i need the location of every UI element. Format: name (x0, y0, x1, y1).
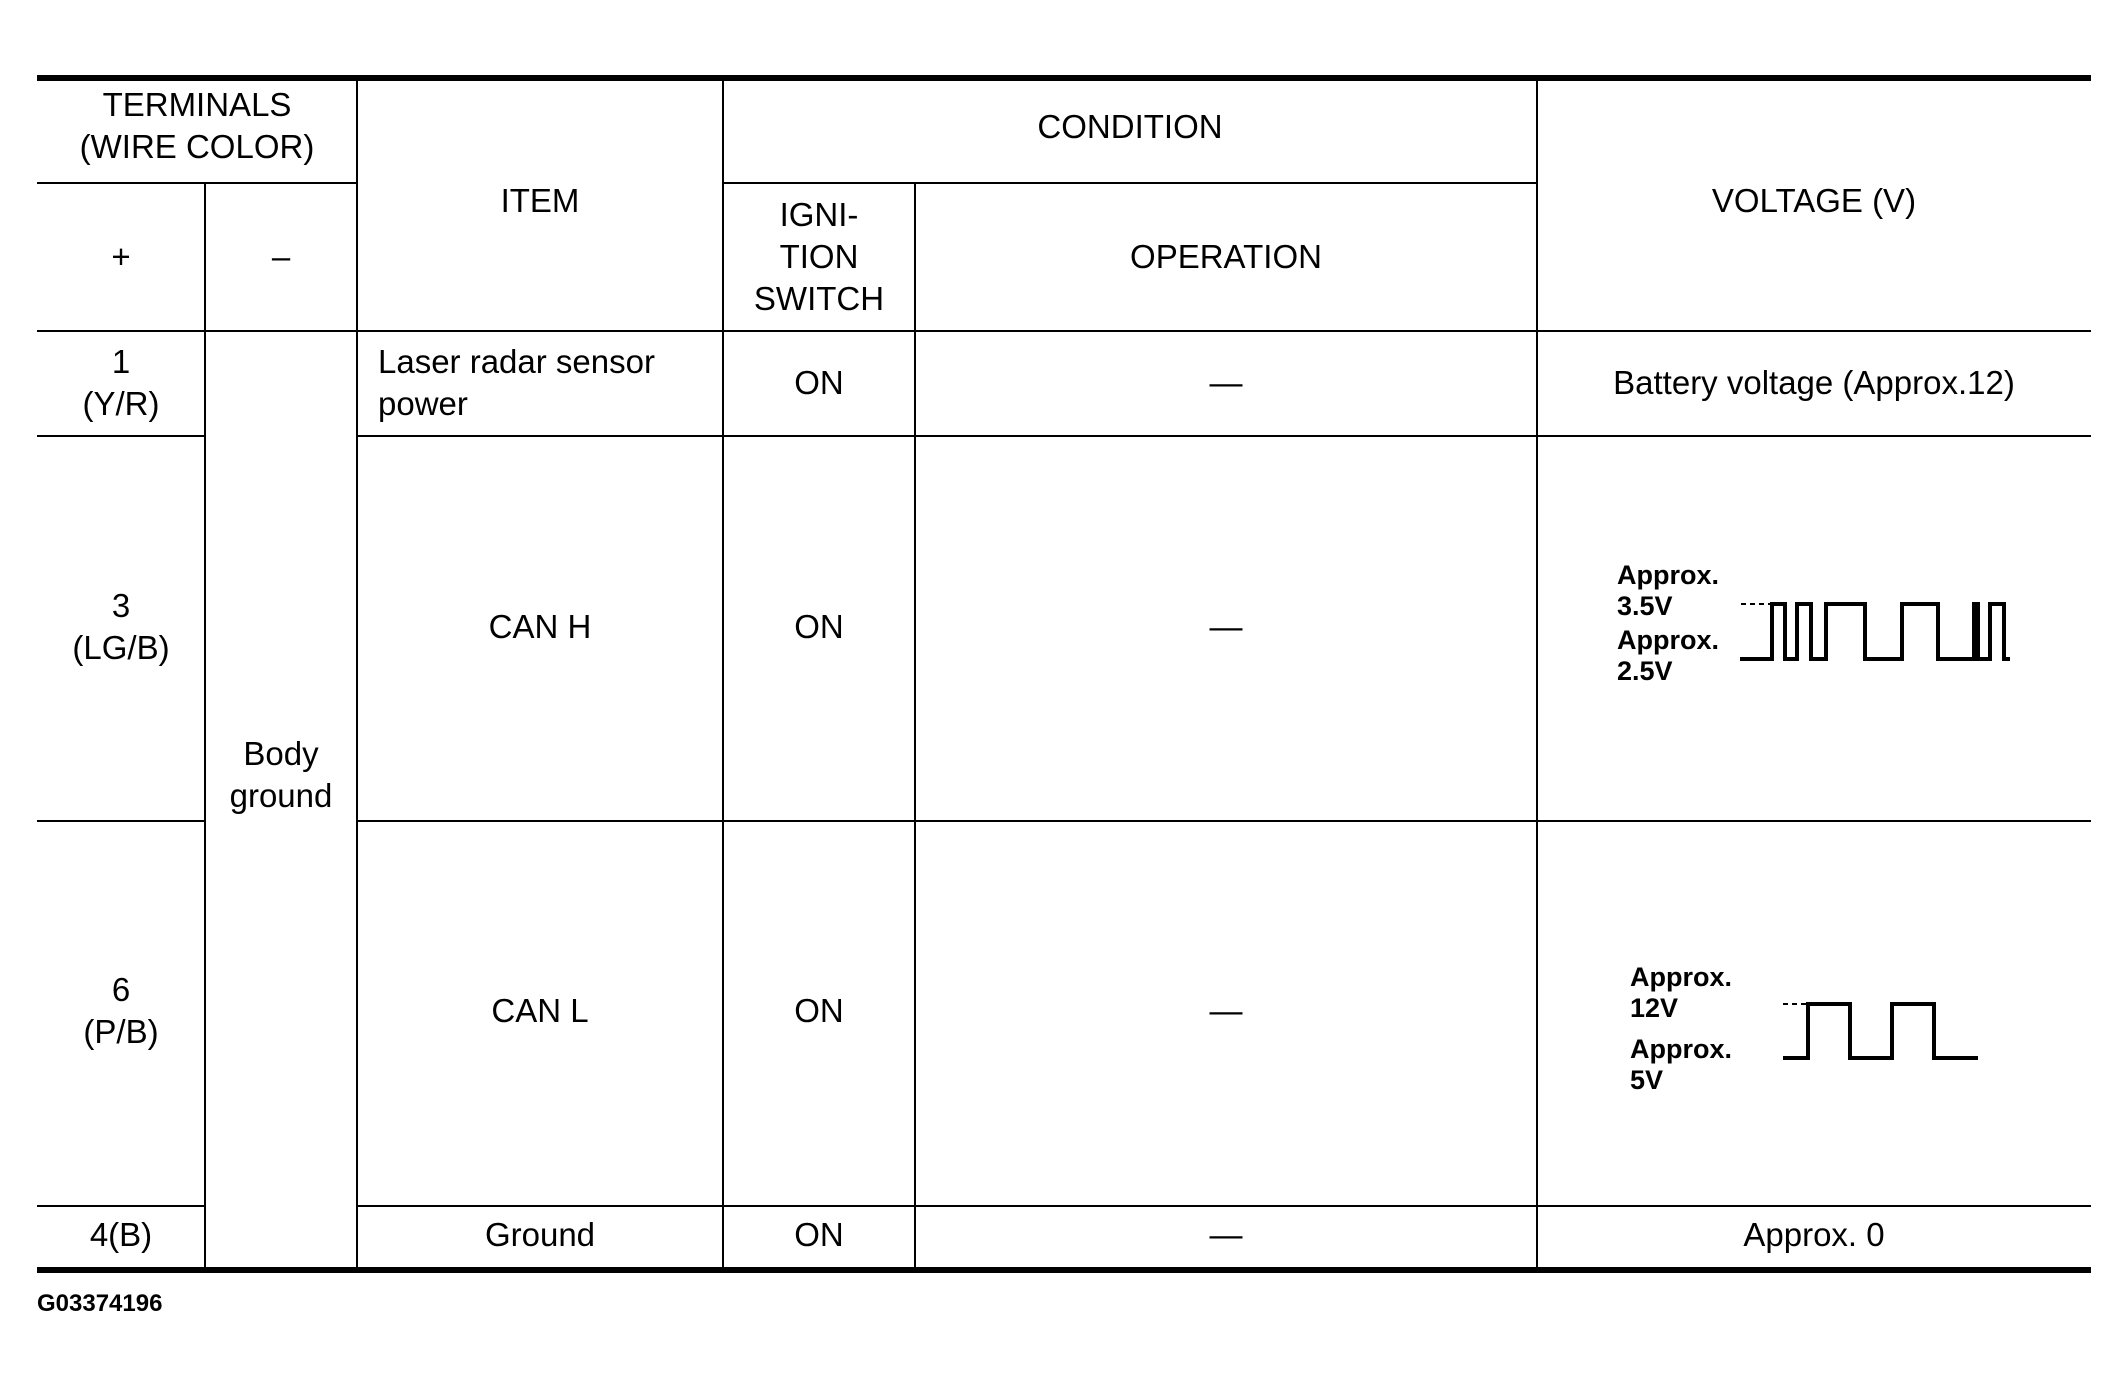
header-item: ITEM (500, 182, 580, 219)
can-h-high-label: Approx. 3.5V (1617, 560, 1720, 621)
row-3-plus: 6 (P/B) (83, 971, 159, 1050)
header-ignition-switch: IGNI- TION SWITCH (753, 196, 885, 317)
header-operation: OPERATION (1130, 238, 1322, 275)
row-1-plus: 1 (Y/R) (82, 343, 160, 422)
header-plus: + (111, 238, 131, 275)
minus-terminal-body-ground: Body ground (229, 735, 333, 814)
header-condition: CONDITION (1037, 108, 1223, 145)
row-2-item: CAN H (488, 608, 592, 645)
figure-id: G03374196 (37, 1290, 163, 1317)
header-terminals: TERMINALS (WIRE COLOR) (79, 86, 315, 165)
row-4-plus: 4(B) (89, 1216, 153, 1253)
row-4-operation: — (1209, 1216, 1243, 1253)
row-1-voltage: Battery voltage (Approx.12) (1613, 364, 2015, 401)
row-3-operation: — (1209, 992, 1243, 1029)
can-h-low-label: Approx. 2.5V (1617, 625, 1720, 686)
header-voltage: VOLTAGE (V) (1711, 182, 1917, 219)
header-minus: – (271, 238, 291, 275)
can-h-waveform (1740, 604, 2010, 659)
can-l-high-label: Approx. 12V (1630, 962, 1733, 1023)
row-4-ignition: ON (794, 1216, 844, 1253)
row-1-ignition: ON (794, 364, 844, 401)
row-1-operation: — (1209, 364, 1243, 401)
row-2-operation: — (1209, 608, 1243, 645)
row-2-ignition: ON (794, 608, 844, 645)
row-4-item: Ground (484, 1216, 596, 1253)
row-3-item: CAN L (491, 992, 589, 1029)
row-3-ignition: ON (794, 992, 844, 1029)
can-l-low-label: Approx. 5V (1630, 1034, 1733, 1095)
row-4-voltage: Approx. 0 (1743, 1216, 1885, 1253)
row-1-item: Laser radar sensor power (378, 343, 655, 422)
can-l-waveform (1783, 1004, 1978, 1058)
row-2-plus: 3 (LG/B) (72, 587, 170, 666)
